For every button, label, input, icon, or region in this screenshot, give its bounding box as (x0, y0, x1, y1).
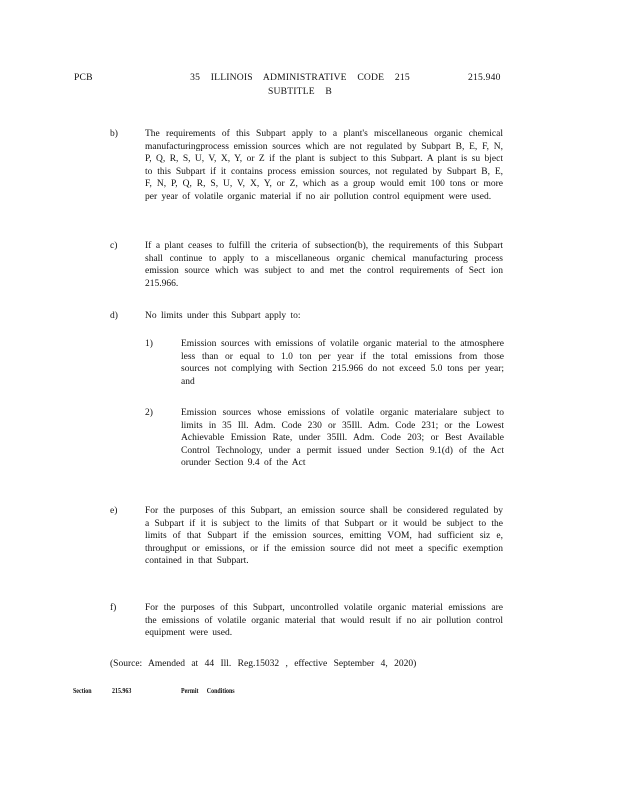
subsection-b-text: The requirements of this Subpart apply to a plant's miscellaneous organic chemical manufacturingprocess emission sources which are not regulated by Subpart B, E, F, N, P, Q, R, S, U, V, X, Y, or Z if the plant is subject to this Subpart. A plant is su bject to this Subpart if it contains process emission sources, not regulated by Subpart B, E, F, N, P, Q, R, S, U, V, X, Y, or Z, which as a group would emit 100 tons or more per year of volatile organic material if no air pollution control equipment were used. (145, 129, 503, 202)
header-agency: PCB (74, 72, 93, 83)
subsection-b-label: b) (110, 129, 118, 139)
next-section-word: Section (73, 687, 92, 695)
subsection-e-label: e) (110, 506, 118, 516)
subsection-f-label: f) (110, 603, 117, 613)
source-note: (Source: Amended at 44 Ill. Reg.15032 , effective September 4, 2020) (110, 659, 417, 669)
next-section-number: 215.963 (112, 687, 132, 695)
subsection-f-text: For the purposes of this Subpart, uncontrolled volatile organic material emissions are the emissions of volatile organic material that would result if no air pollution control equipment were used. (145, 603, 503, 638)
subsection-d1-text: Emission sources with emissions of volatile organic material to the atmosphere less than or equal to 1.0 ton per year if the total emissions from those sources not complying with Section 215.966 do not exceed 5.0 tons per year; and (181, 339, 504, 387)
subsection-c-text: If a plant ceases to fulfill the criteria of subsection(b), the requirements of this Subpart shall continue to apply to a miscellaneous organic chemical manufacturing process emission source which was subject to and met the control requirements of Sect ion 215.966. (145, 241, 503, 289)
subsection-d1-label: 1) (145, 339, 153, 349)
subsection-d2-text: Emission sources whose emissions of volatile organic materialare subject to limits in 35 Ill. Adm. Code 230 or 35Ill. Adm. Code 231; or the Lowest Achievable Emission Rate, under 35Ill. Adm. Code 203; or Best Available Control Technology, under a permit issued under Section 9.1(d) of the Act orunder Section 9.4 of the Act (181, 408, 504, 468)
next-section-title: Permit Conditions (181, 687, 235, 695)
header-section-number: 215.940 (468, 72, 501, 83)
subsection-d-text: No limits under this Subpart apply to: (145, 311, 301, 321)
header-code-title: 35 ILLINOIS ADMINISTRATIVE CODE 215 (190, 72, 410, 83)
subsection-c-label: c) (110, 241, 118, 251)
subsection-d2-label: 2) (145, 408, 153, 418)
subsection-d-label: d) (110, 311, 118, 321)
header-subtitle: SUBTITLE B (267, 86, 333, 97)
subsection-e-text: For the purposes of this Subpart, an emission source shall be considered regulated by a Subpart if it is subject to the limits of that Subpart or it would be subject to the limits of that Subpart if the emission sources, emitting VOM, had sufficient siz e, throughput or emissions, or if the emission source did not meet a specific exemption contained in that Subpart. (145, 506, 503, 566)
